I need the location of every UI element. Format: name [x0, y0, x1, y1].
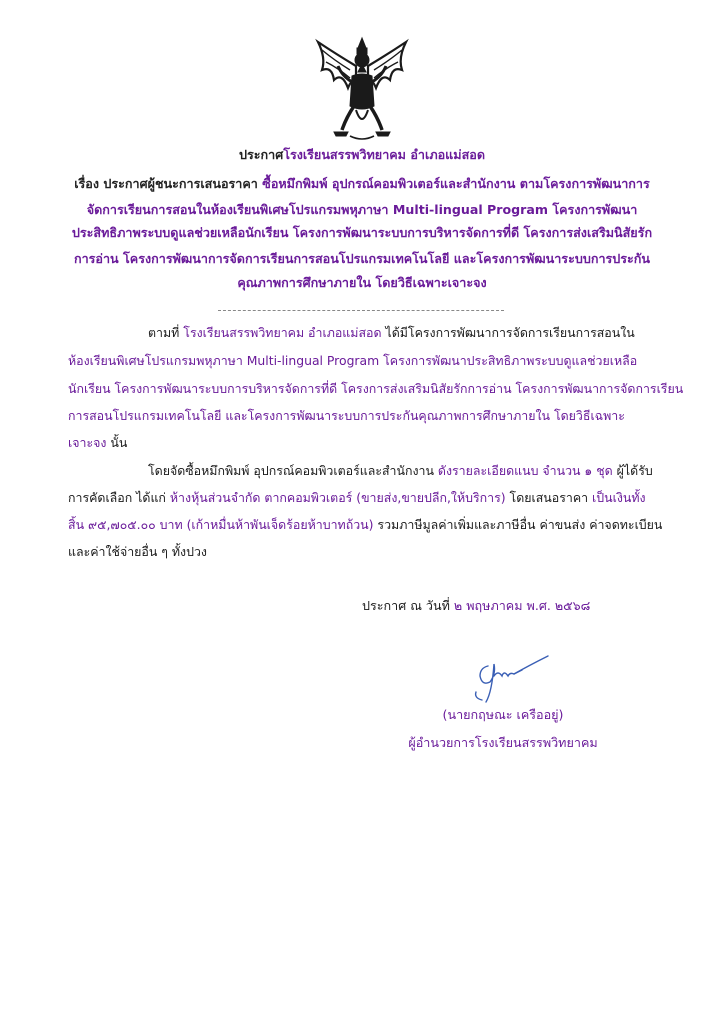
para1-line-2: ห้องเรียนพิเศษโปรแกรมพหุภาษา Multi-lingual Program โครงการพัฒนาประสิทธิภาพระบบดูแลช่วยเหลือ [68, 353, 638, 368]
signer-name: (นายกฤษณะ เครืออยู่) [442, 707, 564, 722]
para2-line-4: และค่าใช้จ่ายอื่น ๆ ทั้งปวง [68, 544, 207, 559]
para2-line-1 [148, 462, 653, 480]
para1-line-4: การสอนโปรแกรมเทคโนโลยี และโครงการพัฒนาระบบการประกันคุณภาพการศึกษาภายใน โดยวิธีเฉพาะ [68, 408, 625, 423]
para2-selection: การคัดเลือก ได้แก่ [68, 490, 166, 505]
para1-line-5 [68, 434, 127, 452]
para1-closing: นั้น [110, 435, 128, 450]
para1-text-end: เจาะจง [68, 435, 107, 450]
title-divider [218, 310, 504, 311]
para2-vendor: ห้างหุ้นส่วนจำกัด ตากคอมพิวเตอร์ (ขายส่ง,ขายปลีก,ให้บริการ) [169, 490, 506, 505]
title-line-4: ประสิทธิภาพระบบดูแลช่วยเหลือนักเรียน โครงการพัฒนาระบบการบริหารจัดการที่ดี โครงการส่งเสริมนิสัยรัก [71, 225, 653, 240]
para1-line-1 [148, 324, 635, 342]
para1-line-3: นักเรียน โครงการพัฒนาระบบการบริหารจัดการที่ดี โครงการส่งเสริมนิสัยรักการอ่าน โครงการพัฒนาการจัดการเรียน [68, 381, 684, 396]
para2-line-3 [68, 516, 662, 534]
title-subject: เรื่อง ประกาศผู้ชนะการเสนอราคา [74, 176, 258, 191]
para2-selected: ผู้ได้รับ [616, 463, 653, 478]
para1-school: โรงเรียนสรรพวิทยาคม อำเภอแม่สอด [183, 325, 382, 340]
title-line-1 [60, 146, 664, 164]
announce-date: ๒ พฤษภาคม พ.ศ. ๒๕๖๘ [453, 598, 591, 613]
announce-date-line [362, 596, 590, 616]
para2-quantity: ดังรายละเอียดแนบ จำนวน ๑ ชุด [437, 463, 613, 478]
signer-position: ผู้อำนวยการโรงเรียนสรรพวิทยาคม [408, 735, 598, 750]
para2-amount: ๙๕,๗๐๕.๐๐ บาท (เก้าหมื่นห้าพันเจ็ดร้อยห้าบาทถ้วน) [88, 517, 374, 532]
title-line-3: จัดการเรียนการสอนในห้องเรียนพิเศษโปรแกรมพหุภาษา Multi-lingual Program โครงการพัฒนา [86, 202, 638, 217]
announce-prefix: ประกาศ ณ วันที่ [362, 598, 450, 613]
title-school: โรงเรียนสรรพวิทยาคม อำเภอแม่สอด [283, 147, 486, 162]
title-line-5: การอ่าน โครงการพัฒนาการจัดการเรียนการสอนโปรแกรมเทคโนโลยี และโครงการพัฒนาระบบการประกัน [73, 251, 651, 266]
para2-item: โดยจัดซื้อหมึกพิมพ์ อุปกรณ์คอมพิวเตอร์และสำนักงาน [148, 463, 434, 478]
para1-text-a: ตามที่ [148, 325, 180, 340]
garuda-emblem-icon [312, 36, 412, 144]
title-line-2 [60, 175, 664, 193]
title-prefix: ประกาศ [238, 147, 284, 162]
para2-line-2 [68, 489, 646, 507]
para1-text-c: ได้มีโครงการพัฒนาการจัดการเรียนการสอนใน [385, 325, 635, 340]
para2-tax-note: รวมภาษีมูลค่าเพิ่มและภาษีอื่น ค่าขนส่ง ค่าจดทะเบียน [377, 517, 663, 532]
para2-total-prefix: สิ้น [68, 517, 85, 532]
signature-icon [468, 652, 552, 704]
title-line-6: คุณภาพการศึกษาภายใน โดยวิธีเฉพาะเจาะจง [237, 275, 487, 290]
para2-total-label: เป็นเงินทั้ง [592, 490, 646, 505]
para2-offer: โดยเสนอราคา [509, 490, 589, 505]
title-subject-rest: ซื้อหมึกพิมพ์ อุปกรณ์คอมพิวเตอร์และสำนักงาน ตามโครงการพัฒนาการ [262, 176, 650, 191]
